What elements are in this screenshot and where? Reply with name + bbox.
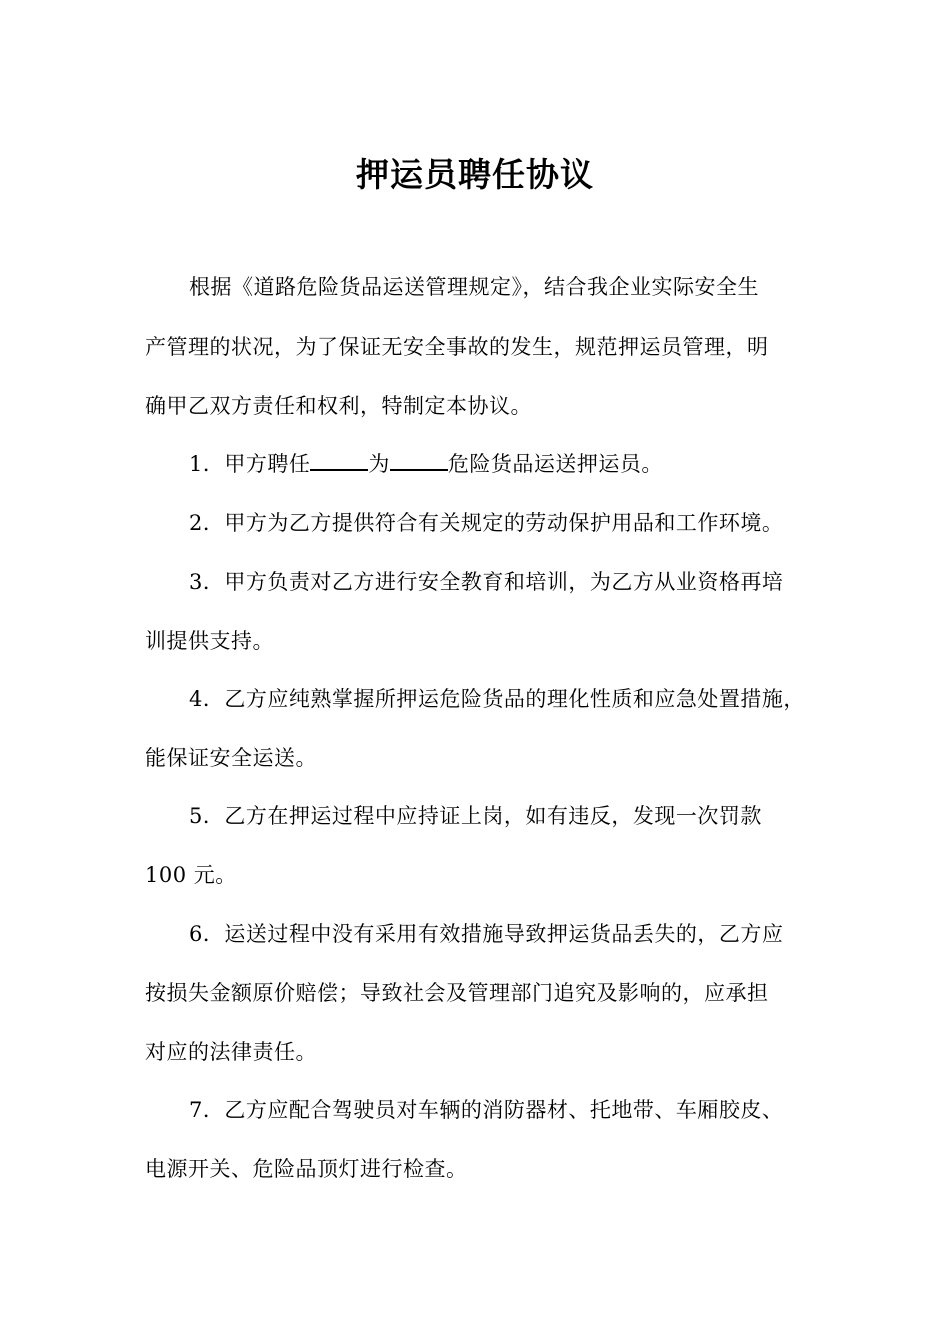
clause-5-line-1: 5．乙方在押运过程中应持证上岗，如有违反，发现一次罚款 [189,804,762,828]
clause-3-line-2: 训提供支持。 [145,629,274,653]
intro-line-2: 产管理的状况，为了保证无安全事故的发生，规范押运员管理，明 [145,335,769,359]
clause-6-line-3: 对应的法律责任。 [145,1040,317,1064]
clause-6-line-2: 按损失金额原价赔偿；导致社会及管理部门追究及影响的，应承担 [145,981,769,1005]
clause-1-middle: 为 [368,452,390,476]
clause-2: 2．甲方为乙方提供符合有关规定的劳动保护用品和工作环境。 [189,511,784,535]
clause-6-line-1: 6．运送过程中没有采用有效措施导致押运货品丢失的，乙方应 [189,922,784,946]
clause-7-line-2: 电源开关、危险品顶灯进行检查。 [145,1157,468,1181]
intro-line-1: 根据《道路危险货品运送管理规定》，结合我企业实际安全生 [189,275,759,299]
document-title: 押运员聘任协议 [356,155,594,194]
clause-1-suffix: 危险货品运送押运员。 [447,452,663,476]
clause-3-line-1: 3．甲方负责对乙方进行安全教育和培训，为乙方从业资格再培 [189,570,784,594]
blank-field-company[interactable] [390,449,448,471]
clause-4-line-2: 能保证安全运送。 [145,746,317,770]
clause-5-line-2: 100 元。 [145,863,237,887]
clause-1 [189,449,879,479]
blank-field-appointee[interactable] [310,449,368,471]
intro-line-3: 确甲乙双方责任和权利，特制定本协议。 [145,394,532,418]
clause-1-prefix: 1．甲方聘任 [189,452,311,476]
clause-7-line-1: 7．乙方应配合驾驶员对车辆的消防器材、托地带、车厢胶皮、 [189,1098,784,1122]
clause-4-line-1: 4．乙方应纯熟掌握所押运危险货品的理化性质和应急处置措施， [189,687,805,711]
